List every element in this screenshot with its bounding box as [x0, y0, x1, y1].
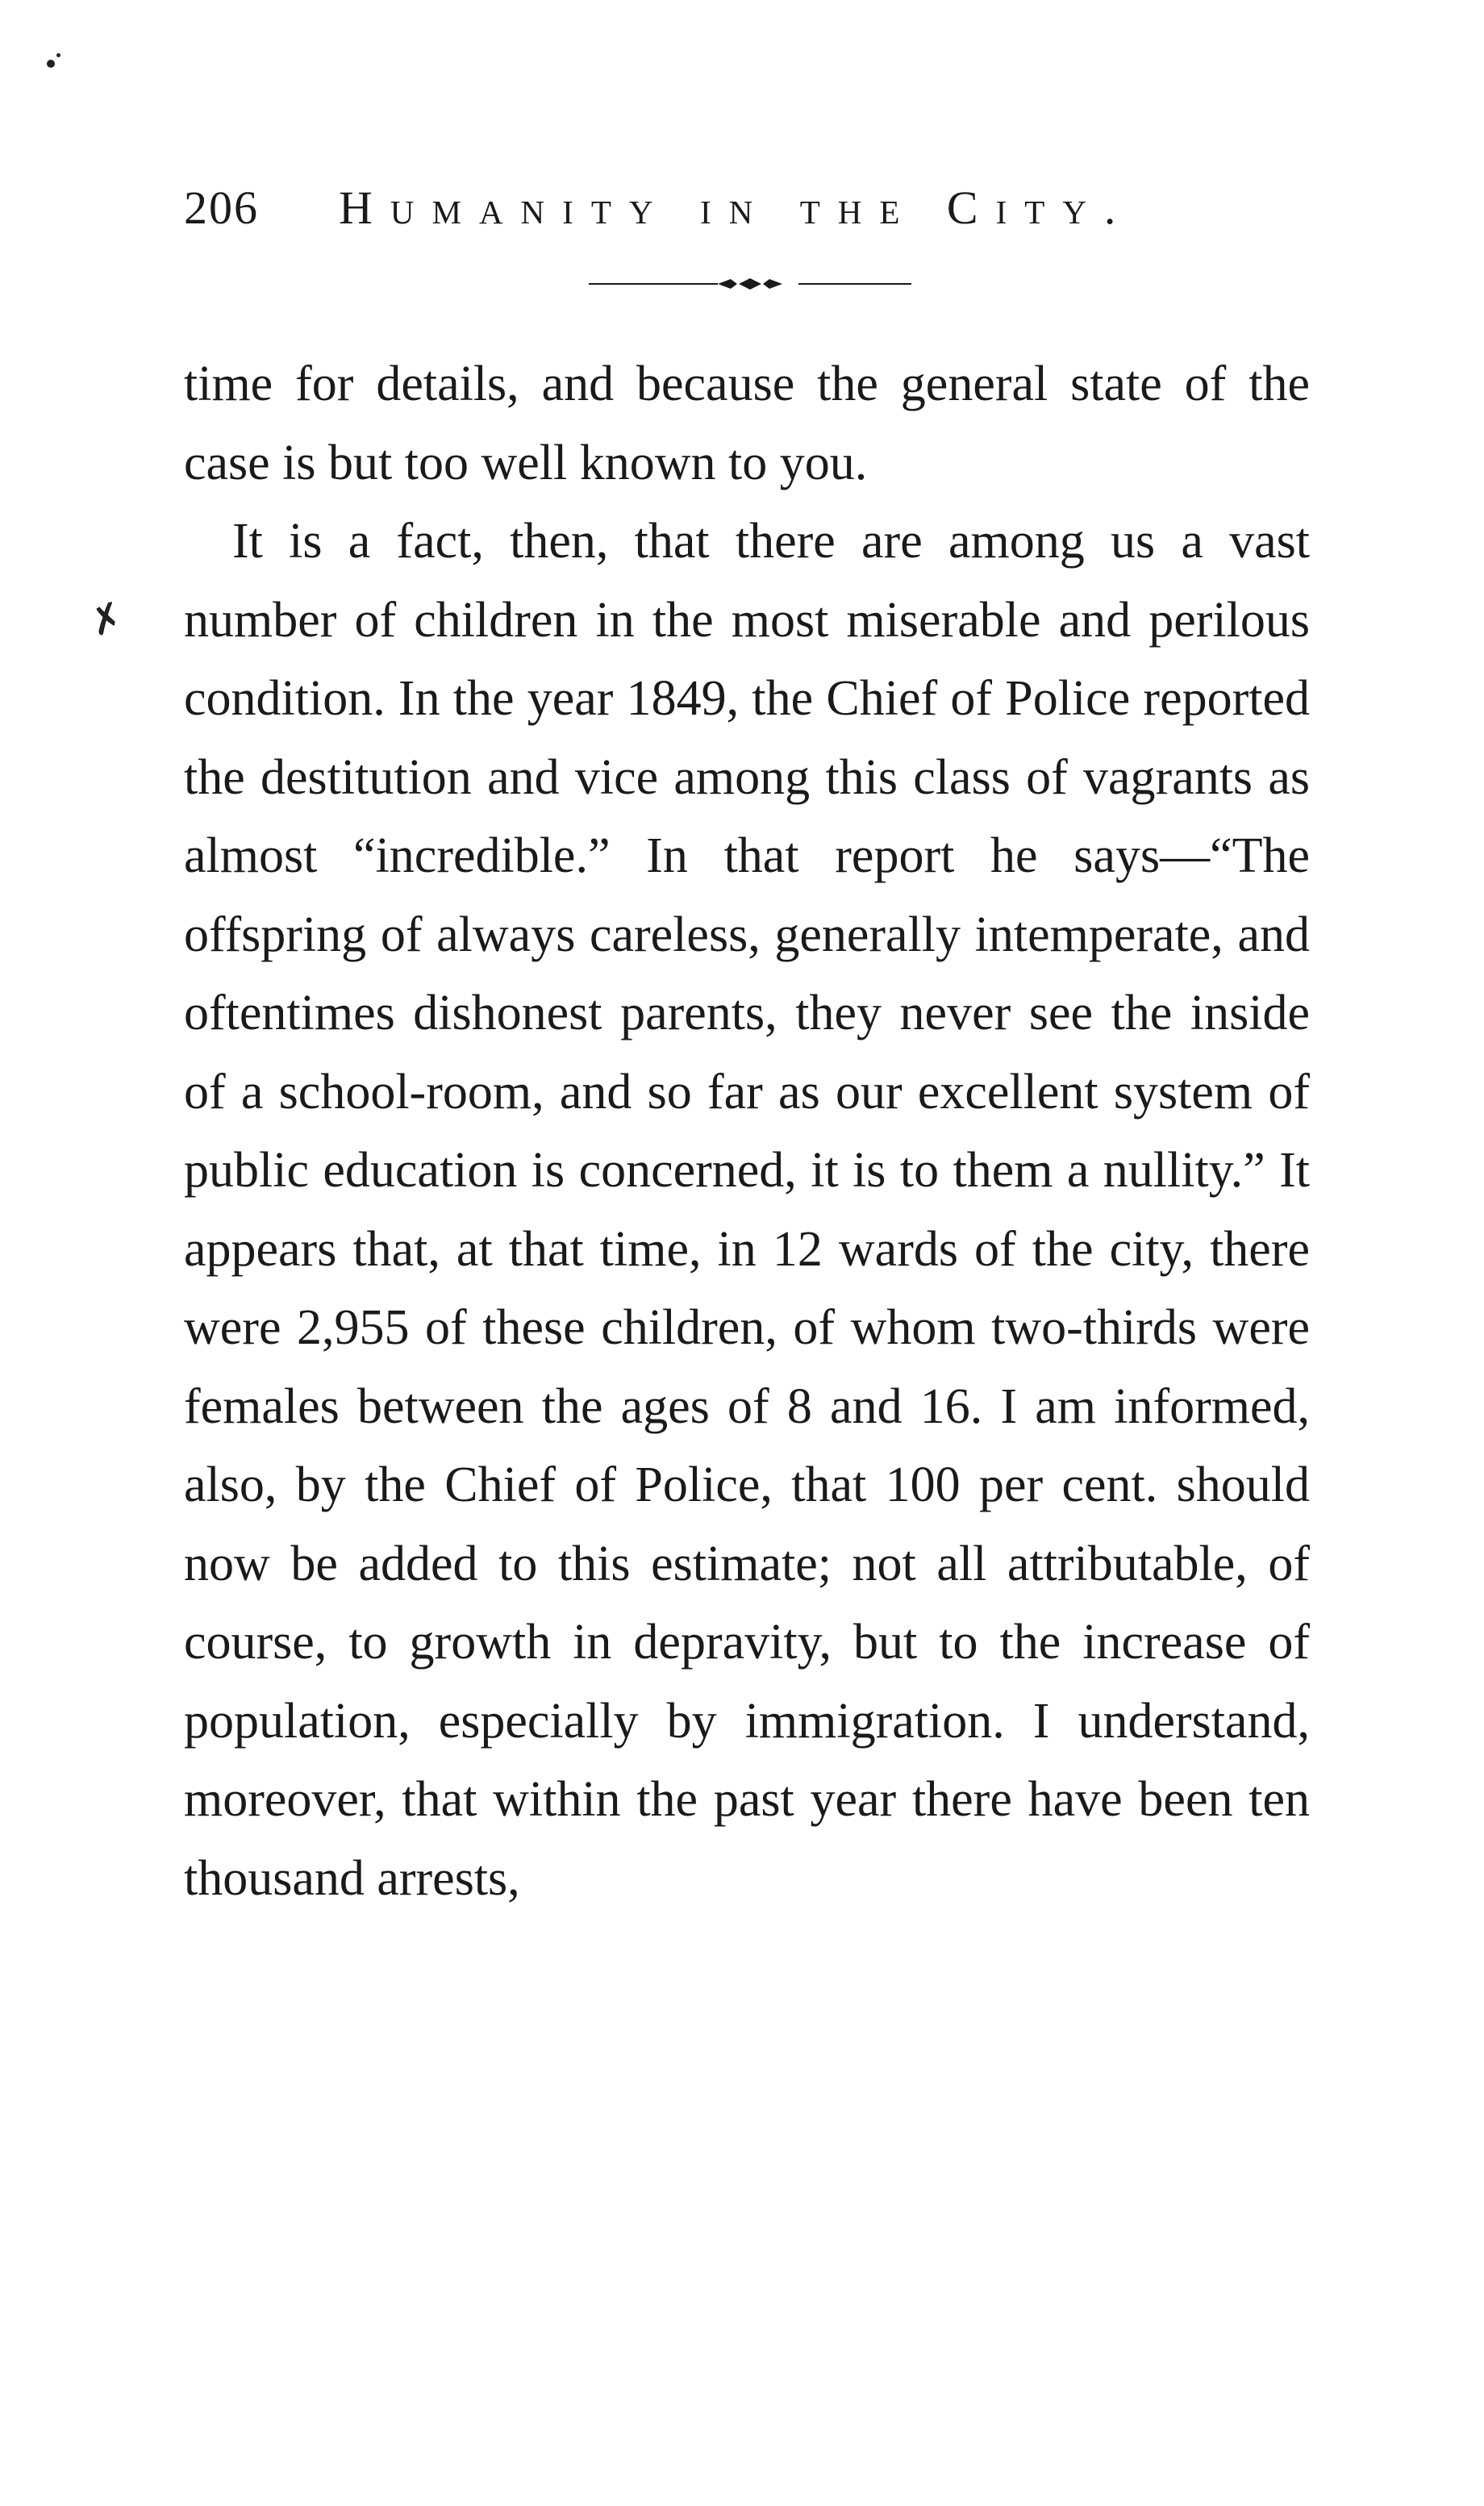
running-title: Humanity in the City.: [339, 181, 1134, 234]
ornament-diamond-right: [763, 279, 782, 289]
page-header: [184, 176, 1200, 240]
ink-speck-small: [56, 53, 60, 57]
paragraph-continuation: time for details, and because the general state of the case is but too well known to you.: [184, 357, 1310, 490]
paragraph-main: It is a fact, then, that there are among us a vast number of children in the most miserable and perilous condition. In the year 1849, the Chief of Police reported the destitution and vice among this class of vagrants as almost “incredible.” In that report he says—“The offspring of always careless, generally intemperate, and oftentimes dishonest parents, they never see the inside of a school-room, and so far as our excellent system of public education is concerned, it is to them a nullity.” It appears that, at that time, in 12 wards of the city, there were 2,955 of these children, of whom two-thirds were females between the ages of 8 and 16. I am informed, also, by the Chief of Police, that 100 per cent. should now be added to this estimate; not all attributable, of course, to growth in depravity, but to the increase of population, especially by immigration. I understand, moreover, that within the past year there have been ten thousand arrests,: [184, 514, 1310, 1906]
ornament-diamond-center: [739, 278, 761, 290]
ornament-diamond-left: [718, 279, 737, 289]
page-number: 206: [184, 181, 259, 234]
body-text: [184, 345, 1310, 1918]
ink-speck: [47, 60, 55, 68]
header-ornament: [589, 276, 911, 292]
margin-annotation-mark: ✗: [83, 592, 130, 647]
